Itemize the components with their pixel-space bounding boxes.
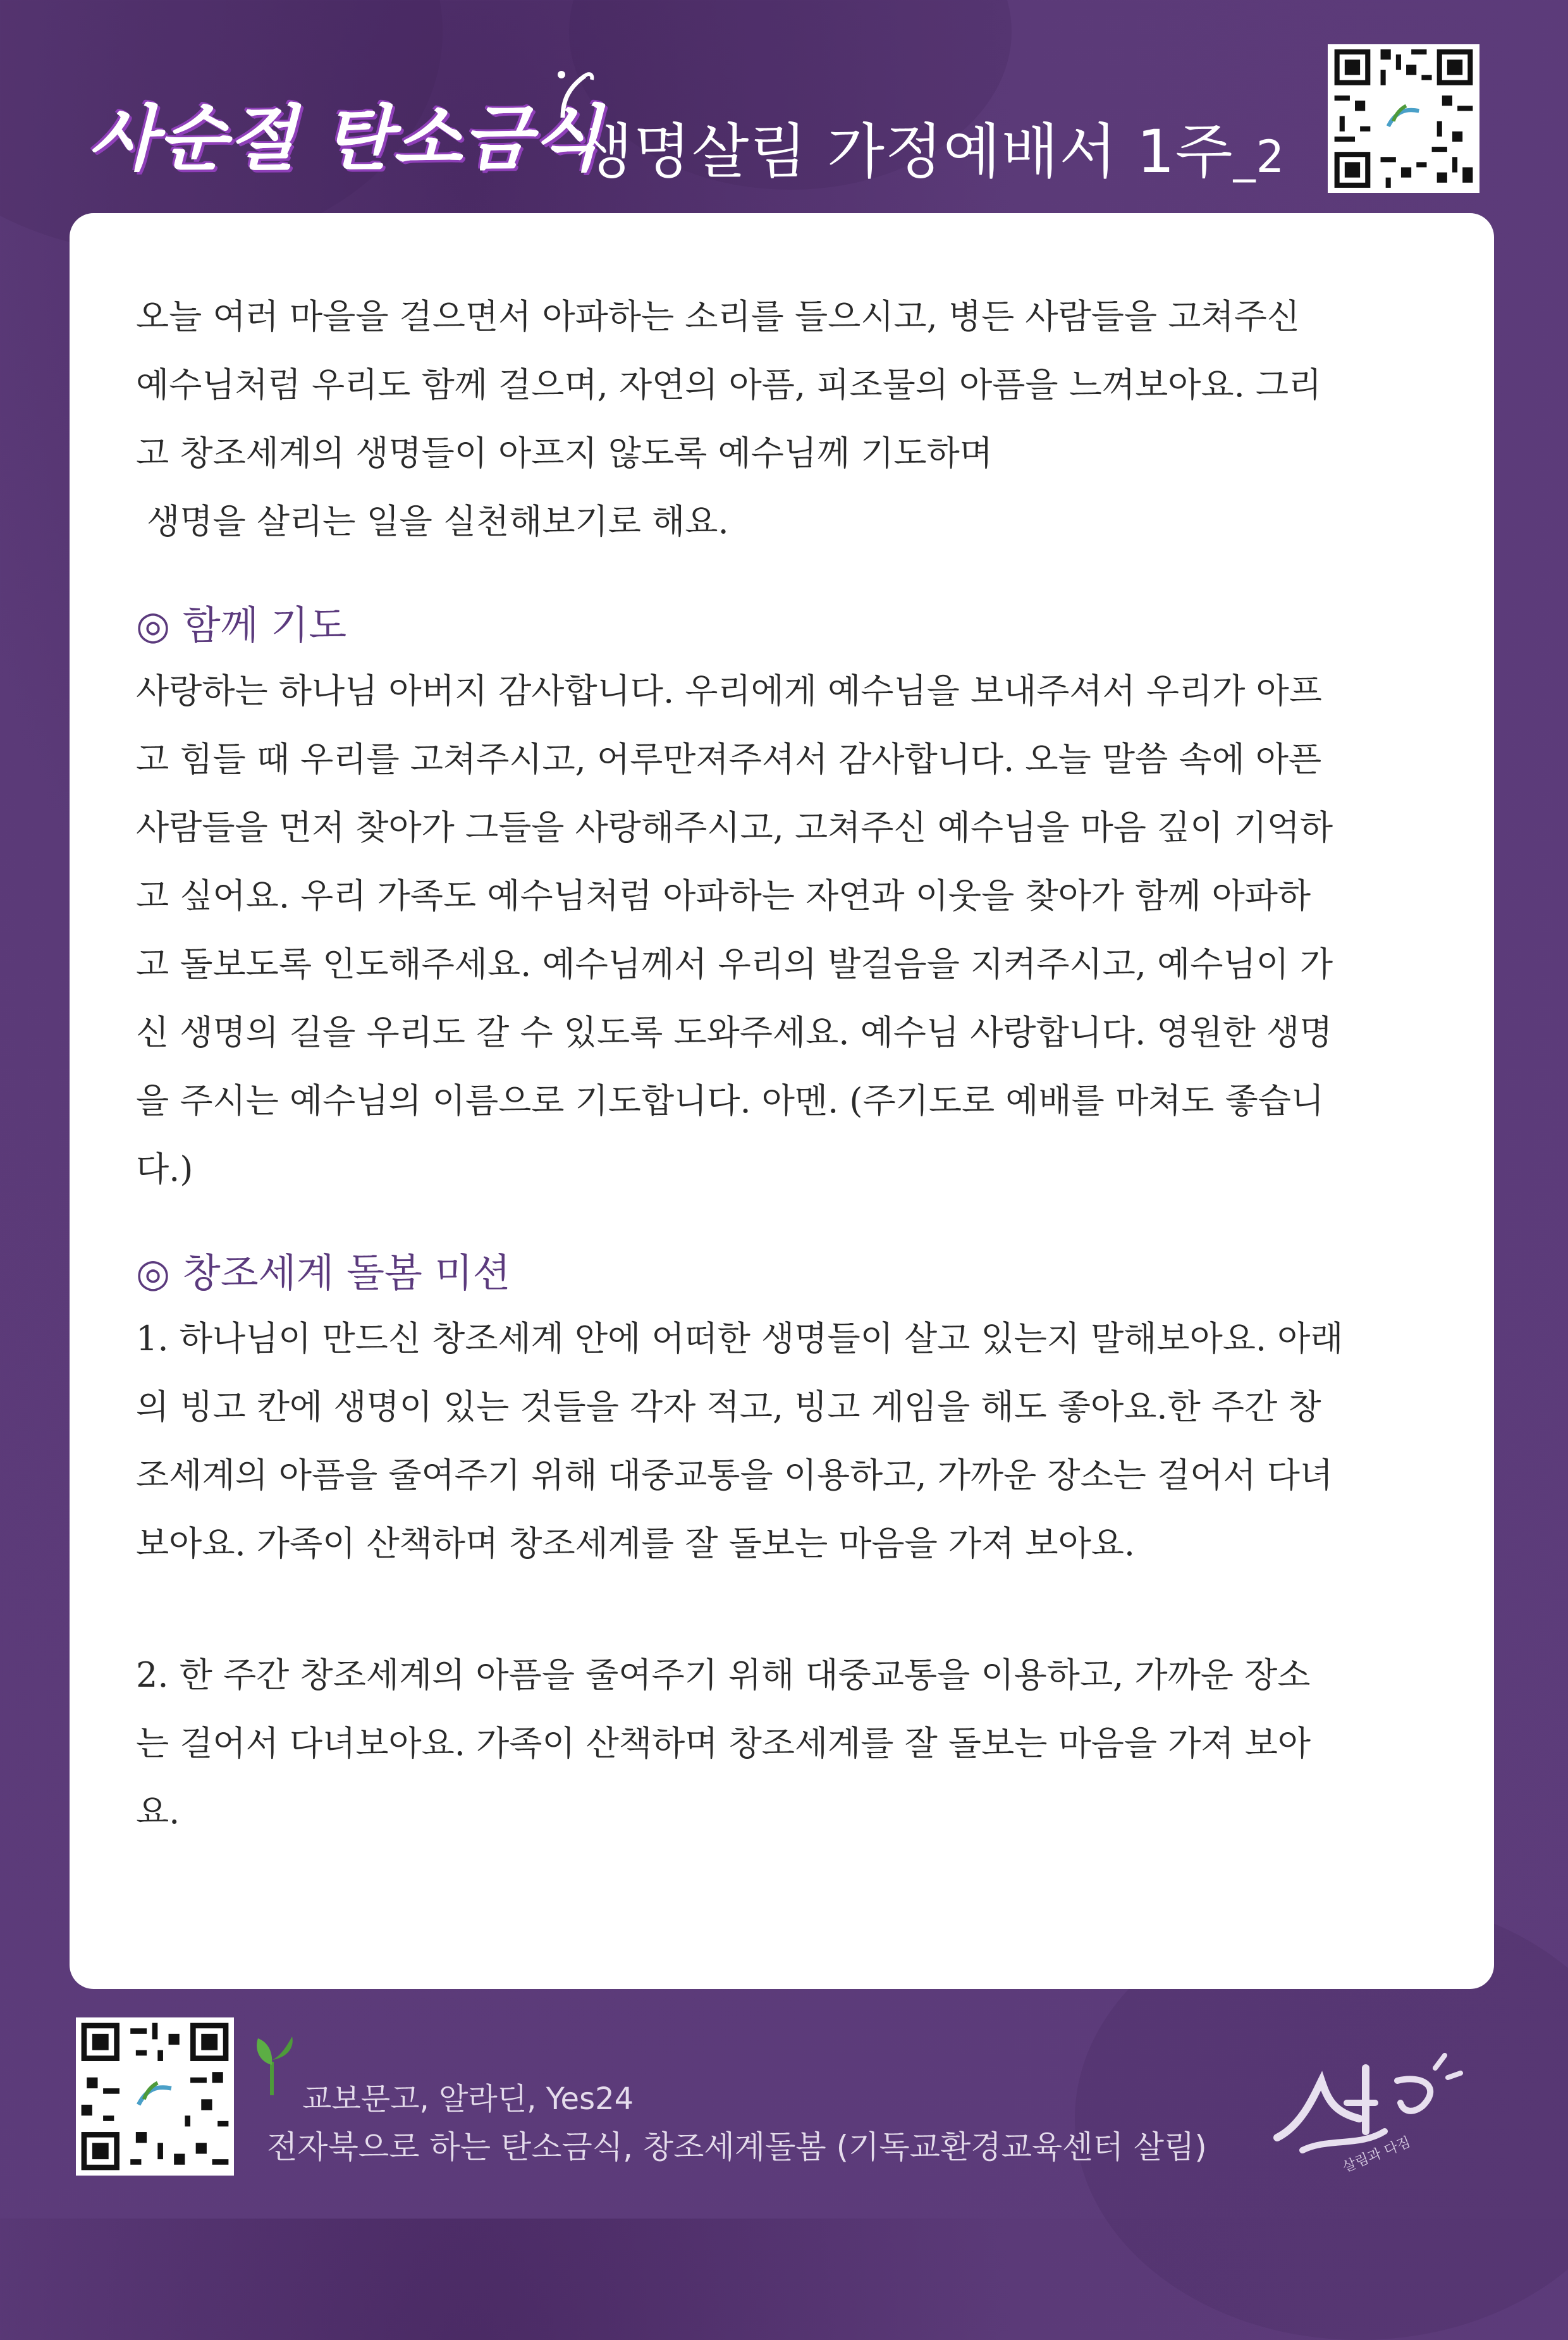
content-body <box>136 283 1426 1846</box>
mission-heading: ◎ 창조세계 돌봄 미션 <box>136 1250 511 1296</box>
sprout-icon <box>253 2033 297 2097</box>
prayer-line: 고 힘들 때 우리를 고쳐주시고, 어루만져주셔서 감사합니다. 오늘 말씀 속에 아픈 <box>136 739 1322 779</box>
mission-item-2 <box>136 1641 1426 1846</box>
mission-line: 1. 하나님이 만드신 창조세계 안에 어떠한 생명들이 살고 있는지 말해보아요. 아래 <box>136 1319 1344 1358</box>
page-header <box>89 38 1290 187</box>
qr-code-bottom[interactable] <box>76 2017 234 2176</box>
mission-line: 조세계의 아픔을 줄여주기 위해 대중교통을 이용하고, 가까운 장소는 걸어서 다녀 <box>136 1455 1333 1495</box>
mission-line: 의 빙고 칸에 생명이 있는 것들을 각자 적고, 빙고 게임을 해도 좋아요.한 주간 창 <box>136 1387 1321 1427</box>
prayer-heading: ◎ 함께 기도 <box>136 602 347 648</box>
mission-line: 는 걸어서 다녀보아요. 가족이 산책하며 창조세계를 잘 돌보는 마음을 가져 보아 <box>136 1723 1311 1763</box>
prayer-line: 을 주시는 예수님의 이름으로 기도합니다. 아멘. (주기도로 예배를 마쳐도 좋습니 <box>136 1081 1325 1121</box>
prayer-line: 다.) <box>136 1149 193 1189</box>
prayer-line: 고 싶어요. 우리 가족도 예수님처럼 아파하는 자연과 이웃을 찾아가 함께 아파하 <box>136 876 1311 916</box>
prayer-line: 사람들을 먼저 찾아가 그들을 사랑해주시고, 고쳐주신 예수님을 마음 깊이 기억하 <box>136 808 1333 847</box>
footer-description: 전자북으로 하는 탄소금식, 창조세계돌봄 (기독교환경교육센터 살림) <box>267 2129 1207 2165</box>
prayer-paragraph <box>136 657 1426 1204</box>
footer <box>253 2024 1328 2188</box>
prayer-line: 고 돌보도록 인도해주세요. 예수님께서 우리의 발걸음을 지켜주시고, 예수님이 가 <box>136 944 1333 984</box>
footer-stores: 교보문고, 알라딘, Yes24 <box>302 2081 634 2117</box>
qr-code-top[interactable] <box>1328 44 1479 193</box>
intro-paragraph <box>136 283 1426 556</box>
page-title <box>575 104 1285 189</box>
mission-line: 2. 한 주간 창조세계의 아픔을 줄여주기 위해 대중교통을 이용하고, 가까운 장소 <box>136 1655 1311 1695</box>
page-title-main: 생명살림 가정예배서 1주 <box>575 118 1234 187</box>
intro-line: 오늘 여러 마을을 걸으면서 아파하는 소리를 들으시고, 병든 사람들을 고쳐주신 <box>136 297 1300 336</box>
mission-line: 보아요. 가족이 산책하며 창조세계를 잘 돌보는 마음을 가져 보아요. <box>136 1524 1136 1563</box>
prayer-line: 사랑하는 하나님 아버지 감사합니다. 우리에게 예수님을 보내주셔서 우리가 아프 <box>136 671 1322 711</box>
mission-item-1 <box>136 1305 1426 1578</box>
qr-code-icon <box>76 2017 234 2176</box>
qr-code-icon <box>1328 44 1479 193</box>
title-script: 사순절 탄소금식 <box>89 97 603 180</box>
intro-line: 예수님처럼 우리도 함께 걸으며, 자연의 아픔, 피조물의 아픔을 느껴보아요. 그리 <box>136 365 1322 405</box>
page-title-suffix: _2 <box>1233 131 1285 183</box>
intro-line: 고 창조세계의 생명들이 아프지 않도록 예수님께 기도하며 <box>136 433 993 473</box>
content-card <box>70 213 1494 1989</box>
intro-line: 생명을 살리는 일을 실천해보기로 해요. <box>136 502 729 541</box>
mission-line: 요. <box>136 1792 180 1832</box>
prayer-line: 신 생명의 길을 우리도 갈 수 있도록 도와주세요. 예수님 사랑합니다. 영원한 생명 <box>136 1013 1333 1052</box>
logo-subtitle: 살림과 다짐 <box>1340 2134 1413 2176</box>
